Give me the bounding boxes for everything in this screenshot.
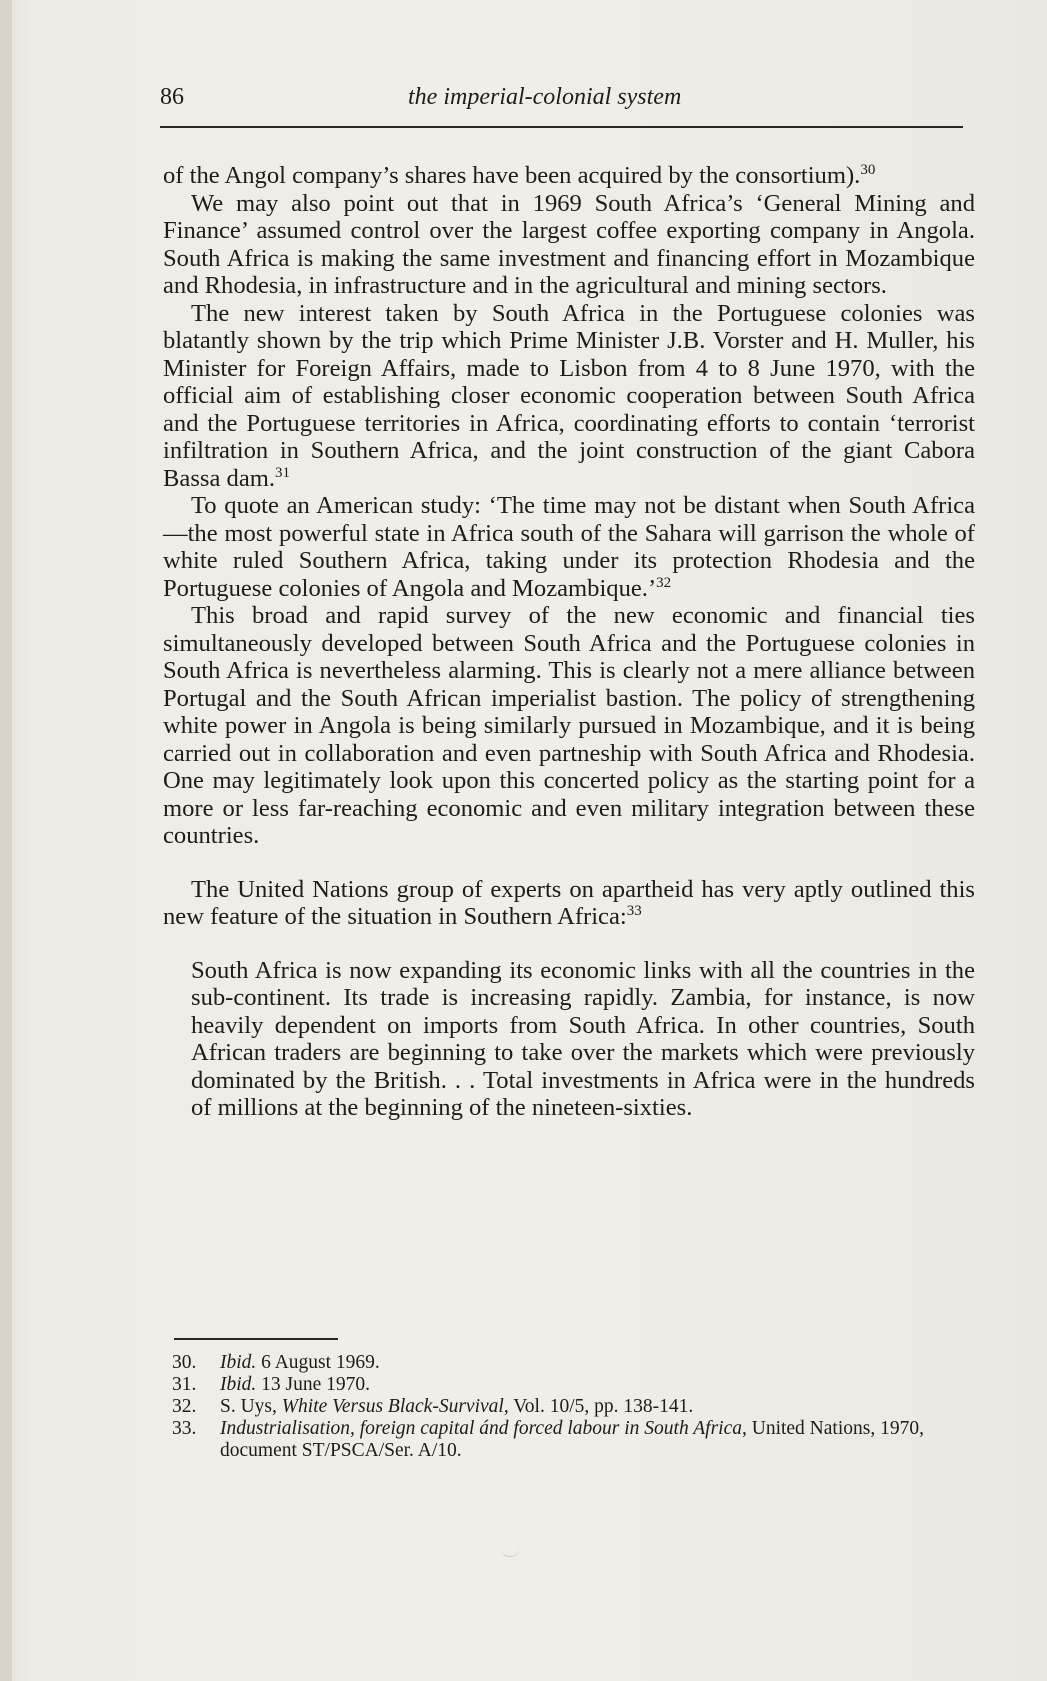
- paragraph-4: To quote an American study: ‘The time may not be distant when South Africa—the most powerful state in Africa south of the Sahara will garrison the whole of white ruled Southern Africa, taking under its protection Rhodesia and the Portuguese colonies of Angola and Mozambique.’$^{32}$: [163, 492, 975, 602]
- header-rule: [160, 126, 963, 128]
- running-header: [160, 80, 963, 114]
- page-edge-shadow: [0, 0, 12, 1681]
- block-quote: South Africa is now expanding its economic links with all the countries in the sub-continent. Its trade is increasing rapidly. Zambia, for instance, is now heavily dependent on imports from South Africa. In other countries, South African traders are beginning to take over the markets which were previously dominated by the British. . . Total investments in Africa were in the hundreds of millions at the beginning of the nineteen-sixties.: [191, 956, 975, 1121]
- note-ref-32: 32: [656, 574, 672, 591]
- page-number: 86: [160, 84, 184, 110]
- paragraph-6: The United Nations group of experts on apartheid has very aptly outlined this new feature of the situation in Southern Africa:$^{33}$: [163, 875, 975, 930]
- note-ref-33: 33: [626, 903, 642, 919]
- footnote-rule: [174, 1338, 338, 1340]
- body-text: [163, 162, 975, 1122]
- footnotes: [172, 1352, 980, 1462]
- note-ref-30: 30: [860, 162, 876, 178]
- footnote-30: 30. Ibid. 6 August 1969.: [172, 1352, 380, 1373]
- footnote-33: 33. Industrialisation, foreign capital ánd forced labour in South Africa, United Nations, 1970, document ST/PSCA/Ser. A/10.: [172, 1418, 924, 1461]
- paragraph-3: The new interest taken by South Africa in the Portuguese colonies was blatantly shown by the trip which Prime Minister J.B. Vorster and H. Muller, his Minister for Foreign Affairs, made to Lisbon from 4 to 8 June 1970, with the official aim of establishing closer economic cooperation between South Africa and the Portuguese territories in Africa, coordinating efforts to contain ‘terrorist infiltration in Southern Africa, and the joint construction of the giant Cabora Bassa dam.$^{31}$: [163, 299, 975, 492]
- paragraph-5: This broad and rapid survey of the new economic and financial ties simultaneously developed between South Africa and the Portuguese colonies in South Africa is nevertheless alarming. This is clearly not a mere alliance between Portugal and the South African imperialist bastion. The policy of strengthening white power in Angola is being similarly pursued in Mozambique, and it is being carried out in collaboration and even partneship with South Africa and Rhodesia. One may legitimately look upon this concerted policy as the starting point for a more or less far-reaching economic and even military integration between these countries.: [163, 602, 975, 849]
- paragraph-1: of the Angol company’s shares have been acquired by the consortium).$^{30}$: [163, 162, 876, 189]
- pencil-mark: [500, 1546, 520, 1557]
- footnote-31: 31. Ibid. 13 June 1970.: [172, 1374, 371, 1395]
- note-ref-31: 31: [275, 464, 291, 481]
- footnote-32: 32. S. Uys, White Versus Black-Survival, Vol. 10/5, pp. 138-141.: [172, 1396, 694, 1417]
- paragraph-2: We may also point out that in 1969 South Africa’s ‘General Mining and Finance’ assumed control over the largest coffee exporting company in Angola. South Africa is making the same investment and financing effort in Mozambique and Rhodesia, in infrastructure and in the agricultural and mining sectors.: [163, 189, 975, 299]
- running-title: the imperial-colonial system: [408, 84, 682, 110]
